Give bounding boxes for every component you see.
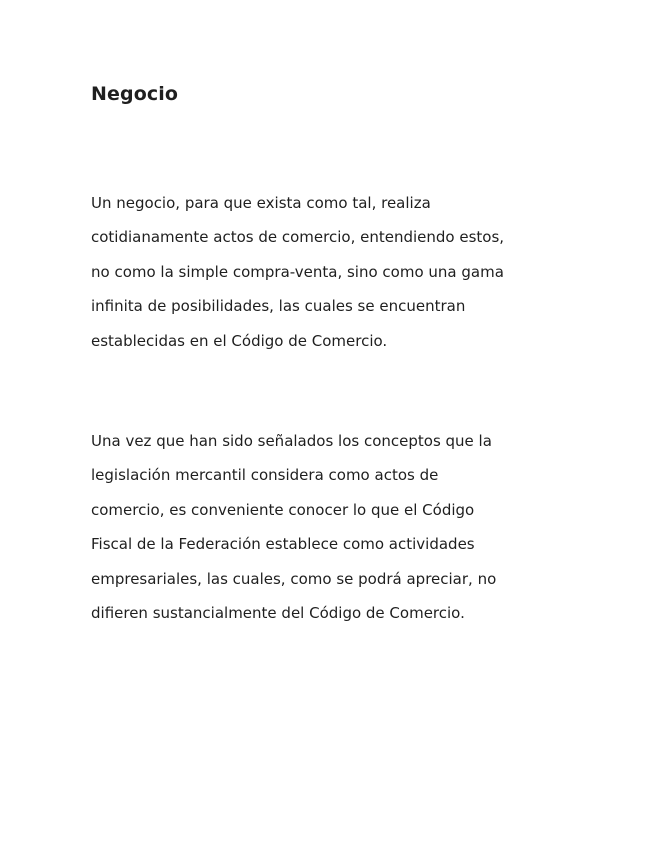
paragraph-line: Un negocio, para que exista como tal, realiza bbox=[91, 194, 431, 212]
paragraph-line: legislación mercantil considera como actos de bbox=[91, 466, 439, 485]
paragraph-2 bbox=[91, 424, 571, 630]
paragraph-1 bbox=[91, 186, 571, 358]
paragraph-line: Una vez que han sido señalados los conceptos que la bbox=[91, 432, 492, 450]
paragraph-line: Fiscal de la Federación establece como actividades bbox=[91, 535, 475, 554]
paragraph-line: establecidas en el Código de Comercio. bbox=[91, 331, 388, 350]
paragraph-line: difieren sustancialmente del Código de Comercio. bbox=[91, 604, 465, 623]
paragraph-line: no como la simple compra-venta, sino como una gama bbox=[91, 262, 504, 281]
paragraph-line: comercio, es conveniente conocer lo que el Código bbox=[91, 500, 475, 519]
paragraph-line: empresariales, las cuales, como se podrá apreciar, no bbox=[91, 569, 497, 588]
paragraph-line: infinita de posibilidades, las cuales se encuentran bbox=[91, 297, 466, 316]
document-title: Negocio bbox=[91, 83, 178, 105]
paragraph-line: cotidianamente actos de comercio, entendiendo estos, bbox=[91, 228, 505, 247]
